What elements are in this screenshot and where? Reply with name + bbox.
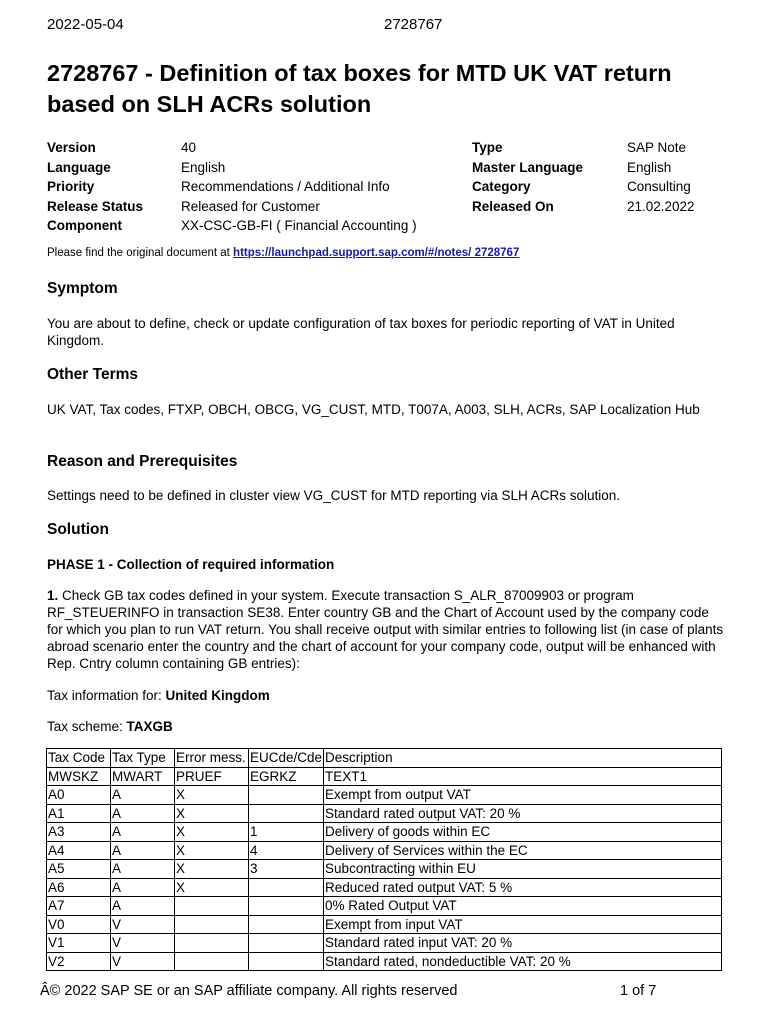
step-one-paragraph <box>47 587 727 672</box>
meta-label: Priority <box>47 179 95 194</box>
meta-label: Category <box>472 179 531 194</box>
tax-scheme-label: Tax scheme: <box>47 719 127 734</box>
page-title: 2728767 - Definition of tax boxes for MTD UK VAT return based on SLH ACRs solution <box>47 60 672 117</box>
other-terms-text: UK VAT, Tax codes, FTXP, OBCH, OBCG, VG_CUST, MTD, T007A, A003, SLH, ACRs, SAP Localization Hub <box>47 402 700 417</box>
table-cell: A3 <box>47 823 111 842</box>
table-row <box>47 915 722 934</box>
meta-label: Type <box>472 140 503 155</box>
table-cell: EUCde/Cde <box>250 750 323 766</box>
table-cell: Tax Type <box>111 749 175 768</box>
step-number: 1. <box>47 588 59 603</box>
table-row <box>47 804 722 823</box>
meta-value: Consulting <box>627 179 691 194</box>
meta-row-version <box>47 138 417 158</box>
meta-row-priority <box>47 177 417 197</box>
meta-value: Released for Customer <box>181 198 320 214</box>
table-cell: A4 <box>47 841 111 860</box>
table-row <box>47 841 722 860</box>
table-cell: MWART <box>111 767 175 786</box>
table-technical-row <box>47 767 722 786</box>
solution-heading: Solution <box>47 521 109 538</box>
meta-label: Released On <box>472 198 554 214</box>
other-terms-heading: Other Terms <box>47 366 139 383</box>
table-cell: X <box>175 841 249 860</box>
meta-row-release-status <box>47 197 417 217</box>
meta-value: SAP Note <box>627 140 687 155</box>
meta-value: XX-CSC-GB-FI ( Financial Accounting ) <box>181 218 417 233</box>
table-cell: A <box>111 786 175 805</box>
meta-row-type <box>472 138 695 158</box>
footer-page-number: 1 of 7 <box>620 983 657 999</box>
meta-row-category <box>472 177 695 197</box>
meta-value: 40 <box>181 140 197 155</box>
table-cell: A <box>111 804 175 823</box>
tax-scheme-line <box>47 718 727 735</box>
table-cell: A <box>111 841 175 860</box>
table-cell <box>249 804 324 823</box>
meta-value: English <box>181 159 226 175</box>
table-cell: Delivery of Services within the EC <box>324 841 722 860</box>
table-cell: Subcontracting within EU <box>324 860 722 879</box>
table-cell <box>249 786 324 805</box>
metadata-left <box>47 138 417 236</box>
table-cell: 1 <box>249 823 324 842</box>
table-cell: Standard rated output VAT: 20 % <box>324 804 722 823</box>
table-cell: Error mess. <box>175 749 249 768</box>
table-row <box>47 897 722 916</box>
table-cell: Exempt from input VAT <box>324 915 722 934</box>
table-cell <box>249 934 324 953</box>
table-cell <box>175 915 249 934</box>
table-row <box>47 934 722 953</box>
table-cell: X <box>175 878 249 897</box>
table-row <box>47 823 722 842</box>
table-cell: X <box>175 786 249 805</box>
table-cell: X <box>175 860 249 879</box>
meta-label: Release Status <box>47 198 144 214</box>
table-cell: Standard rated, nondeductible VAT: 20 % <box>324 952 722 971</box>
metadata-right <box>472 138 695 216</box>
tax-code-table <box>46 748 722 971</box>
header-note-number: 2728767 <box>384 16 443 33</box>
table-cell: A0 <box>47 786 111 805</box>
table-cell: V <box>111 934 175 953</box>
table-cell: X <box>175 823 249 842</box>
table-row <box>47 860 722 879</box>
table-cell: V0 <box>47 915 111 934</box>
table-cell <box>175 897 249 916</box>
table-cell: Description <box>324 749 722 768</box>
meta-row-released-on <box>472 197 695 217</box>
meta-value: English <box>627 159 672 175</box>
meta-row-language <box>47 158 417 178</box>
original-document-line <box>47 247 519 259</box>
table-cell: V <box>111 952 175 971</box>
header-date: 2022-05-04 <box>47 16 124 33</box>
table-cell: 4 <box>249 841 324 860</box>
tax-scheme-value: TAXGB <box>126 719 173 734</box>
step-text: Check GB tax codes defined in your system. Execute transaction S_ALR_87009903 or program RF_STEUERINFO in transaction SE38. Enter country GB and the Chart of Account used by the company code for which you plan to run VAT return. You shall receive output with similar entries to following list (in case of plants abroad scenario enter the country and the chart of account for your company code, output will be enhanced with Rep. Cntry column containing GB entries): <box>47 588 724 671</box>
tax-info-line <box>47 687 727 704</box>
tax-info-label: Tax information for: <box>47 688 166 703</box>
meta-row-master-language <box>472 158 695 178</box>
table-cell <box>175 952 249 971</box>
table-cell: Delivery of goods within EC <box>324 823 722 842</box>
table-cell <box>249 897 324 916</box>
table-header-row <box>47 749 722 768</box>
table-cell: A <box>111 860 175 879</box>
table-cell: TEXT1 <box>324 767 722 786</box>
tax-info-value: United Kingdom <box>165 688 270 703</box>
table-cell <box>249 915 324 934</box>
table-cell <box>175 934 249 953</box>
table-cell: V2 <box>47 952 111 971</box>
meta-row-component <box>47 216 417 236</box>
table-cell: 0% Rated Output VAT <box>324 897 722 916</box>
meta-value: 21.02.2022 <box>627 198 695 214</box>
table-cell: V <box>111 915 175 934</box>
meta-label: Master Language <box>472 159 584 175</box>
meta-value: Recommendations / Additional Info <box>181 179 390 194</box>
meta-label: Language <box>47 159 111 175</box>
table-cell: Standard rated input VAT: 20 % <box>324 934 722 953</box>
table-cell: MWSKZ <box>47 767 111 786</box>
table-cell: A <box>111 823 175 842</box>
original-document-prefix: Please find the original document at <box>47 247 234 259</box>
table-cell: EGRKZ <box>249 767 324 786</box>
table-row <box>47 786 722 805</box>
table-cell: A1 <box>47 804 111 823</box>
footer-copyright: Â© 2022 SAP SE or an SAP affiliate company. All rights reserved <box>40 983 458 999</box>
symptom-heading: Symptom <box>47 280 118 297</box>
phase-heading: PHASE 1 - Collection of required information <box>47 557 335 572</box>
reason-text: Settings need to be defined in cluster view VG_CUST for MTD reporting via SLH ACRs solution. <box>47 488 621 503</box>
meta-label: Version <box>47 140 96 155</box>
meta-label: Component <box>47 218 122 233</box>
tax-code-table-body <box>47 749 722 971</box>
table-row <box>47 952 722 971</box>
table-cell: A <box>111 878 175 897</box>
table-row <box>47 878 722 897</box>
table-cell: Reduced rated output VAT: 5 % <box>324 878 722 897</box>
table-cell: A5 <box>47 860 111 879</box>
table-cell: 3 <box>249 860 324 879</box>
table-cell: PRUEF <box>175 767 249 786</box>
original-document-link[interactable]: https://launchpad.support.sap.com/#/notes/ 2728767 <box>233 247 520 259</box>
table-cell: Tax Code <box>47 749 111 768</box>
table-cell: X <box>175 804 249 823</box>
symptom-text: You are about to define, check or update configuration of tax boxes for periodic reporting of VAT in United Kingdom. <box>47 316 675 348</box>
table-cell <box>249 952 324 971</box>
table-cell: A6 <box>47 878 111 897</box>
table-cell: A7 <box>47 897 111 916</box>
reason-heading: Reason and Prerequisites <box>47 453 238 470</box>
table-cell: A <box>111 897 175 916</box>
table-cell <box>249 878 324 897</box>
table-cell: V1 <box>47 934 111 953</box>
table-cell: Exempt from output VAT <box>324 786 722 805</box>
